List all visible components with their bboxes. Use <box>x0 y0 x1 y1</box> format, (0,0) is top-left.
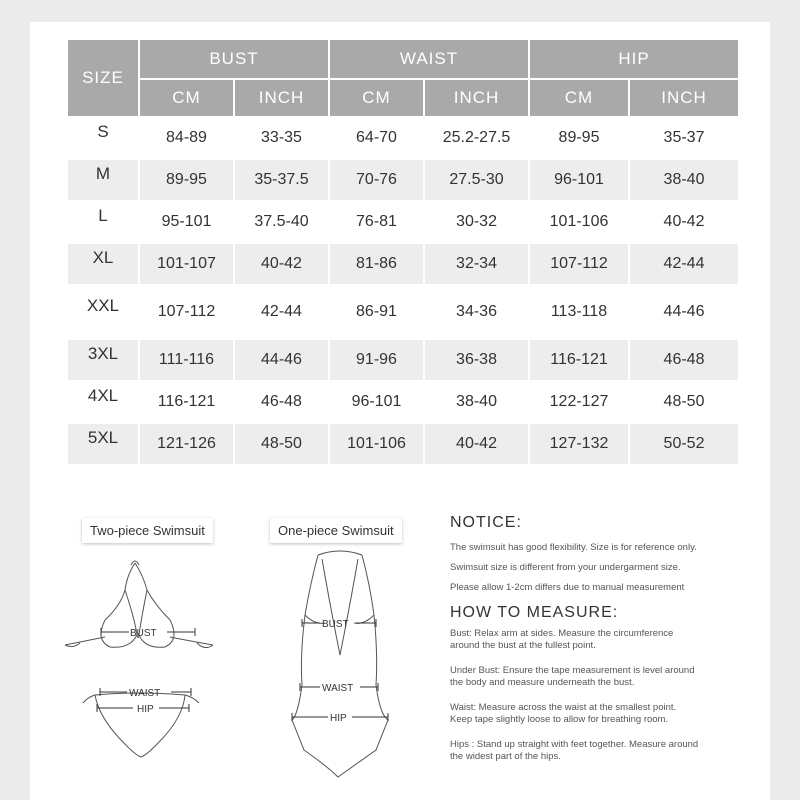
two-piece-title: Two-piece Swimsuit <box>82 518 213 543</box>
measure-text: the widest part of the hips. <box>450 751 561 762</box>
measurement-cell: 46-48 <box>630 340 740 382</box>
measure-text: around the bust at the fullest point. <box>450 640 596 651</box>
size-row <box>68 424 740 466</box>
measurement-cell: 121-126 <box>140 424 235 466</box>
size-label: XL <box>92 248 114 267</box>
measurement-cell: 35-37.5 <box>235 160 330 202</box>
measurement-cell: 116-121 <box>530 340 630 382</box>
measurement-cell: 70-76 <box>330 160 425 202</box>
size-label: XXL <box>86 296 120 315</box>
how-to-measure-title: HOW TO MEASURE: <box>450 604 619 621</box>
size-label: S <box>97 122 109 141</box>
measurement-cell: 127-132 <box>530 424 630 466</box>
measurement-cell: 42-44 <box>235 286 330 340</box>
measure-text: Keep tape slightly loose to allow for breathing room. <box>450 714 669 725</box>
measure-text: Under Bust: Ensure the tape measurement is level around <box>450 665 695 676</box>
size-row <box>68 382 740 424</box>
measure-text: Hips : Stand up straight with feet together. Measure around <box>450 739 699 750</box>
measure-item-waist <box>450 702 750 726</box>
size-label: 3XL <box>87 344 119 363</box>
measurement-cell: 33-35 <box>235 118 330 160</box>
size-label-cell <box>68 202 140 244</box>
unit-header: CM <box>530 80 630 118</box>
measure-item-hips <box>450 739 750 763</box>
size-label-cell <box>68 286 140 340</box>
two-piece-waist-label: WAIST <box>129 688 161 699</box>
two-piece-hip-label: HIP <box>137 704 154 715</box>
measurement-cell: 34-36 <box>425 286 530 340</box>
measurement-cell: 37.5-40 <box>235 202 330 244</box>
measure-text: Bust: Relax arm at sides. Measure the circumference <box>450 628 674 639</box>
measurement-cell: 101-106 <box>330 424 425 466</box>
measurement-cell: 91-96 <box>330 340 425 382</box>
one-piece-hip-label: HIP <box>330 713 347 724</box>
measurement-cell: 27.5-30 <box>425 160 530 202</box>
measurement-cell: 36-38 <box>425 340 530 382</box>
two-piece-bust-label: BUST <box>130 628 157 639</box>
notice-line: Swimsuit size is different from your undergarment size. <box>450 562 681 573</box>
measurement-cell: 122-127 <box>530 382 630 424</box>
measurement-cell: 96-101 <box>330 382 425 424</box>
size-row <box>68 244 740 286</box>
measure-text: Waist: Measure across the waist at the smallest point. <box>450 702 677 713</box>
one-piece-waist-label: WAIST <box>322 683 354 694</box>
unit-header: INCH <box>425 80 530 118</box>
hip-header: HIP <box>530 40 740 80</box>
measurement-cell: 76-81 <box>330 202 425 244</box>
size-header: SIZE <box>68 40 140 118</box>
measure-text: the body and measure underneath the bust. <box>450 677 635 688</box>
measurement-cell: 113-118 <box>530 286 630 340</box>
measurement-cell: 96-101 <box>530 160 630 202</box>
measurement-cell: 111-116 <box>140 340 235 382</box>
size-label: 4XL <box>87 386 119 405</box>
size-label: 5XL <box>87 428 119 447</box>
measurement-cell: 95-101 <box>140 202 235 244</box>
measurement-cell: 89-95 <box>530 118 630 160</box>
size-row <box>68 160 740 202</box>
measurement-cell: 89-95 <box>140 160 235 202</box>
one-piece-title: One-piece Swimsuit <box>270 518 402 543</box>
measurement-cell: 107-112 <box>530 244 630 286</box>
waist-header: WAIST <box>330 40 530 80</box>
measurement-cell: 116-121 <box>140 382 235 424</box>
size-chart-table <box>68 40 740 466</box>
notice-line: Please allow 1-2cm differs due to manual measurement <box>450 582 685 593</box>
unit-header: CM <box>140 80 235 118</box>
measurement-cell: 101-107 <box>140 244 235 286</box>
measurement-cell: 30-32 <box>425 202 530 244</box>
measurement-cell: 38-40 <box>425 382 530 424</box>
one-piece-bust-label: BUST <box>322 619 349 630</box>
measurement-cell: 32-34 <box>425 244 530 286</box>
measurement-cell: 44-46 <box>235 340 330 382</box>
measurement-cell: 64-70 <box>330 118 425 160</box>
size-label-cell <box>68 382 140 424</box>
measurement-cell: 48-50 <box>235 424 330 466</box>
size-row <box>68 202 740 244</box>
measure-item-under-bust <box>450 665 750 689</box>
measurement-cell: 40-42 <box>425 424 530 466</box>
one-piece-swimsuit-illustration <box>280 545 400 795</box>
measurement-cell: 35-37 <box>630 118 740 160</box>
size-label: M <box>95 164 111 183</box>
measurement-cell: 48-50 <box>630 382 740 424</box>
unit-header: INCH <box>630 80 740 118</box>
size-label: L <box>98 206 108 225</box>
measurement-cell: 42-44 <box>630 244 740 286</box>
size-label-cell <box>68 340 140 382</box>
notice-title: NOTICE: <box>450 514 522 531</box>
notice-section <box>450 514 750 763</box>
measurement-cell: 81-86 <box>330 244 425 286</box>
measurement-cell: 25.2-27.5 <box>425 118 530 160</box>
measurement-cell: 107-112 <box>140 286 235 340</box>
measurement-cell: 40-42 <box>630 202 740 244</box>
bust-header: BUST <box>140 40 330 80</box>
measurement-cell: 86-91 <box>330 286 425 340</box>
measure-item-bust <box>450 628 750 652</box>
measurement-cell: 38-40 <box>630 160 740 202</box>
size-label-cell <box>68 118 140 160</box>
size-label-cell <box>68 424 140 466</box>
two-piece-swimsuit-illustration <box>55 545 240 795</box>
measurement-cell: 101-106 <box>530 202 630 244</box>
measurement-cell: 84-89 <box>140 118 235 160</box>
size-row <box>68 286 740 340</box>
size-label-cell <box>68 160 140 202</box>
unit-header: INCH <box>235 80 330 118</box>
size-row <box>68 118 740 160</box>
measurement-cell: 50-52 <box>630 424 740 466</box>
size-row <box>68 340 740 382</box>
measurement-cell: 46-48 <box>235 382 330 424</box>
size-label-cell <box>68 244 140 286</box>
measurement-cell: 40-42 <box>235 244 330 286</box>
notice-line: The swimsuit has good flexibility. Size is for reference only. <box>450 542 697 553</box>
measurement-cell: 44-46 <box>630 286 740 340</box>
unit-header: CM <box>330 80 425 118</box>
